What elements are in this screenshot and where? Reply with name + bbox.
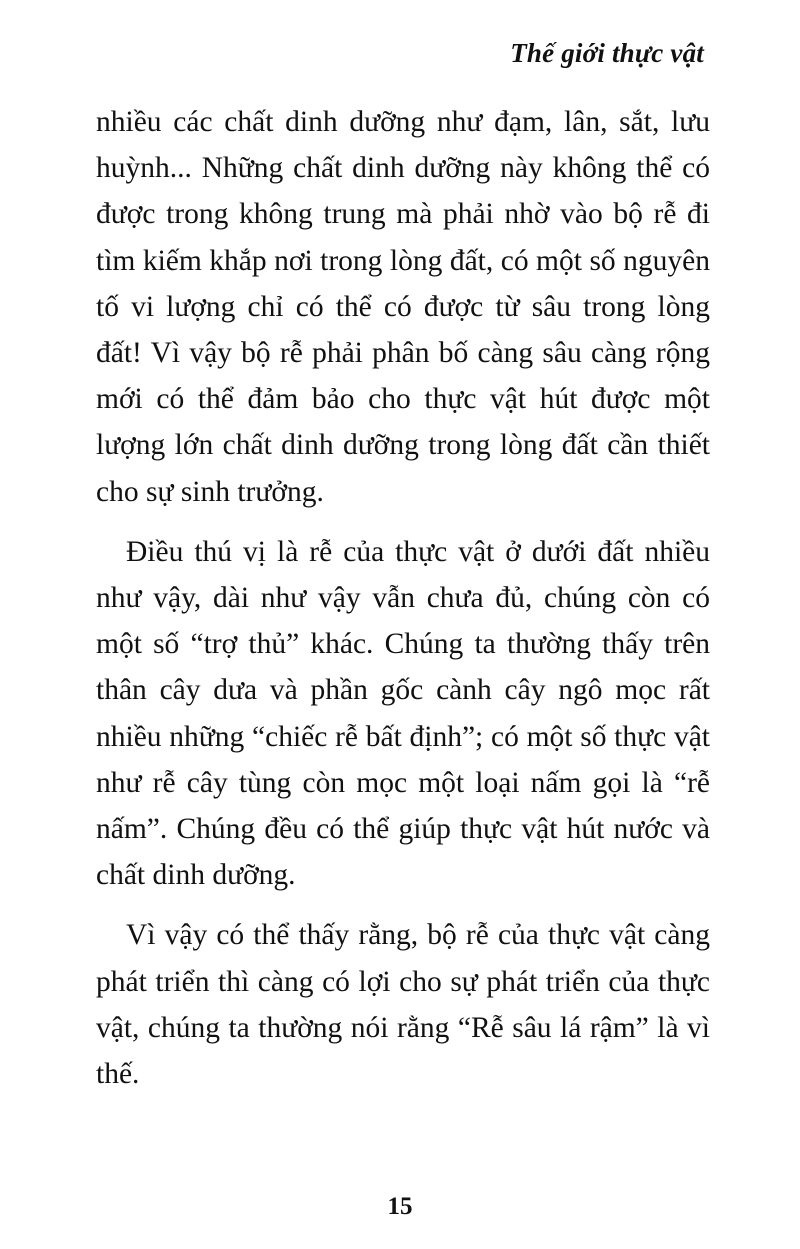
paragraph-continued: nhiều các chất dinh dưỡng như đạm, lân, sắt, lưu huỳnh... Những chất dinh dưỡng này không thể có được trong không trung mà phải nhờ vào bộ rễ đi tìm kiếm khắp nơi trong lòng đất, có một số nguyên tố vi lượng chỉ có thể có được từ sâu trong lòng đất! Vì vậy bộ rễ phải phân bố càng sâu càng rộng mới có thể đảm bảo cho thực vật hút được một lượng lớn chất dinh dưỡng trong lòng đất cần thiết cho sự sinh trưởng. [96,106,710,508]
body-text [96,99,710,1111]
paragraph-root-helpers: Điều thú vị là rễ của thực vật ở dưới đất nhiều như vậy, dài như vậy vẫn chưa đủ, chúng còn có một số “trợ thủ” khác. Chúng ta thường thấy trên thân cây dưa và phần gốc cành cây ngô mọc rất nhiều những “chiếc rễ bất định”; có một số thực vật như rễ cây tùng còn mọc một loại nấm gọi là “rễ nấm”. Chúng đều có thể giúp thực vật hút nước và chất dinh dưỡng. [96,535,710,892]
running-header-title: Thế giới thực vật [510,38,704,68]
paragraph-conclusion: Vì vậy có thể thấy rằng, bộ rễ của thực vật càng phát triển thì càng có lợi cho sự phát triển của thực vật, chúng ta thường nói rằng “Rễ sâu lá rậm” là vì thế. [96,919,710,1091]
page-number: 15 [387,1193,413,1220]
